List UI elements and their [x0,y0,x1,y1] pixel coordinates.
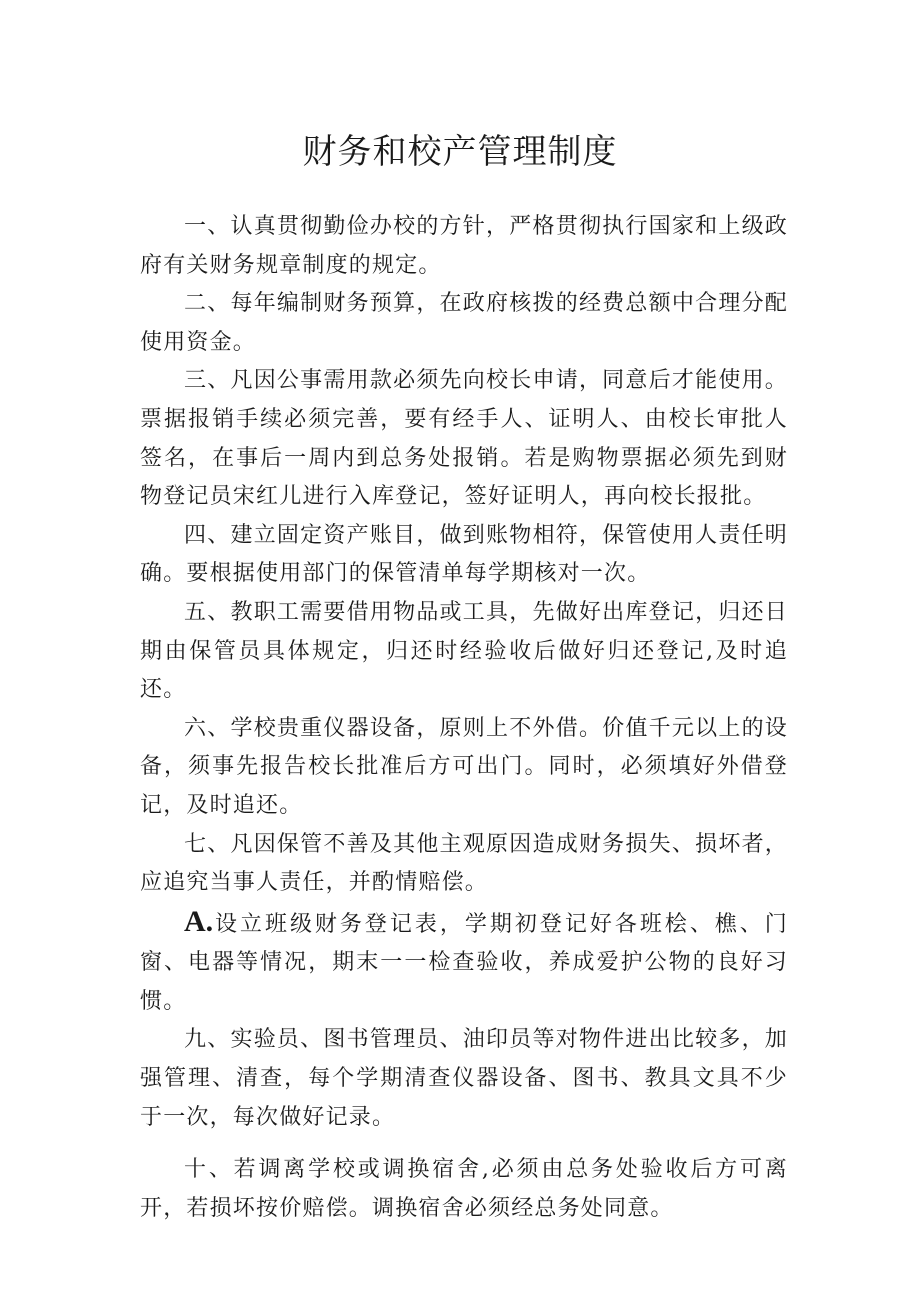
paragraph-text: 九、实验员、图书管理员、油印员等对物件进出比较多，加强管理、清查，每个学期清查仪器设备、图书、教具文具不少于一次，每次做好记录。 [140,1027,788,1130]
paragraph-lead-mark: A. [184,904,214,938]
paragraph-text: 三、凡因公事需用款必须先向校长申请，同意后才能使用。票据报销手续必须完善，要有经手人、证明人、由校长审批人签名，在事后一周内到总务处报销。若是购物票据必须先到财物登记员宋红儿进行入库登记，签好证明人，再向校长报批。 [140,368,788,510]
paragraph-3 [140,362,788,516]
document-title: 财务和校产管理制度 [302,132,618,172]
paragraph-6 [140,710,788,826]
paragraph-5 [140,594,788,710]
paragraph-text: 一、认真贯彻勤俭办校的方针，严格贯彻执行国家和上级政府有关财务规章制度的规定。 [140,214,788,278]
paragraph-8 [140,903,788,1022]
paragraph-text: 二、每年编制财务预算，在政府核拨的经费总额中合理分配使用资金。 [140,291,788,355]
paragraph-text: 设立班级财务登记表，学期初登记好各班桧、樵、门窗、电器等情况，期末一一检查验收，养成爱护公物的良好习惯。 [140,911,788,1014]
paragraph-9 [140,1021,788,1137]
paragraph-7 [140,826,788,903]
document-body [140,208,788,1228]
paragraph-1 [140,208,788,285]
paragraph-text: 十、若调离学校或调换宿舍,必须由总务处验收后方可离开，若损坏按价赔偿。调换宿舍必须经总务处同意。 [140,1157,788,1221]
paragraph-text: 五、教职工需要借用物品或工具，先做好出库登记，归还日期由保管员具体规定，归还时经验收后做好归还登记,及时追还。 [140,599,788,703]
paragraph-text: 四、建立固定资产账目，做到账物相符，保管使用人责任明确。要根据使用部门的保管清单每学期核对一次。 [140,522,788,587]
paragraph-10 [140,1151,788,1228]
paragraph-4 [140,517,788,594]
paragraph-text: 七、凡因保管不善及其他主观原因造成财务损失、损坏者，应追究当事人责任，并酌情赔偿。 [140,831,788,896]
paragraph-2 [140,285,788,362]
paragraph-text: 六、学校贵重仪器设备，原则上不外借。价值千元以上的设备，须事先报告校长批准后方可出门。同时，必须填好外借登记，及时追还。 [140,715,788,818]
